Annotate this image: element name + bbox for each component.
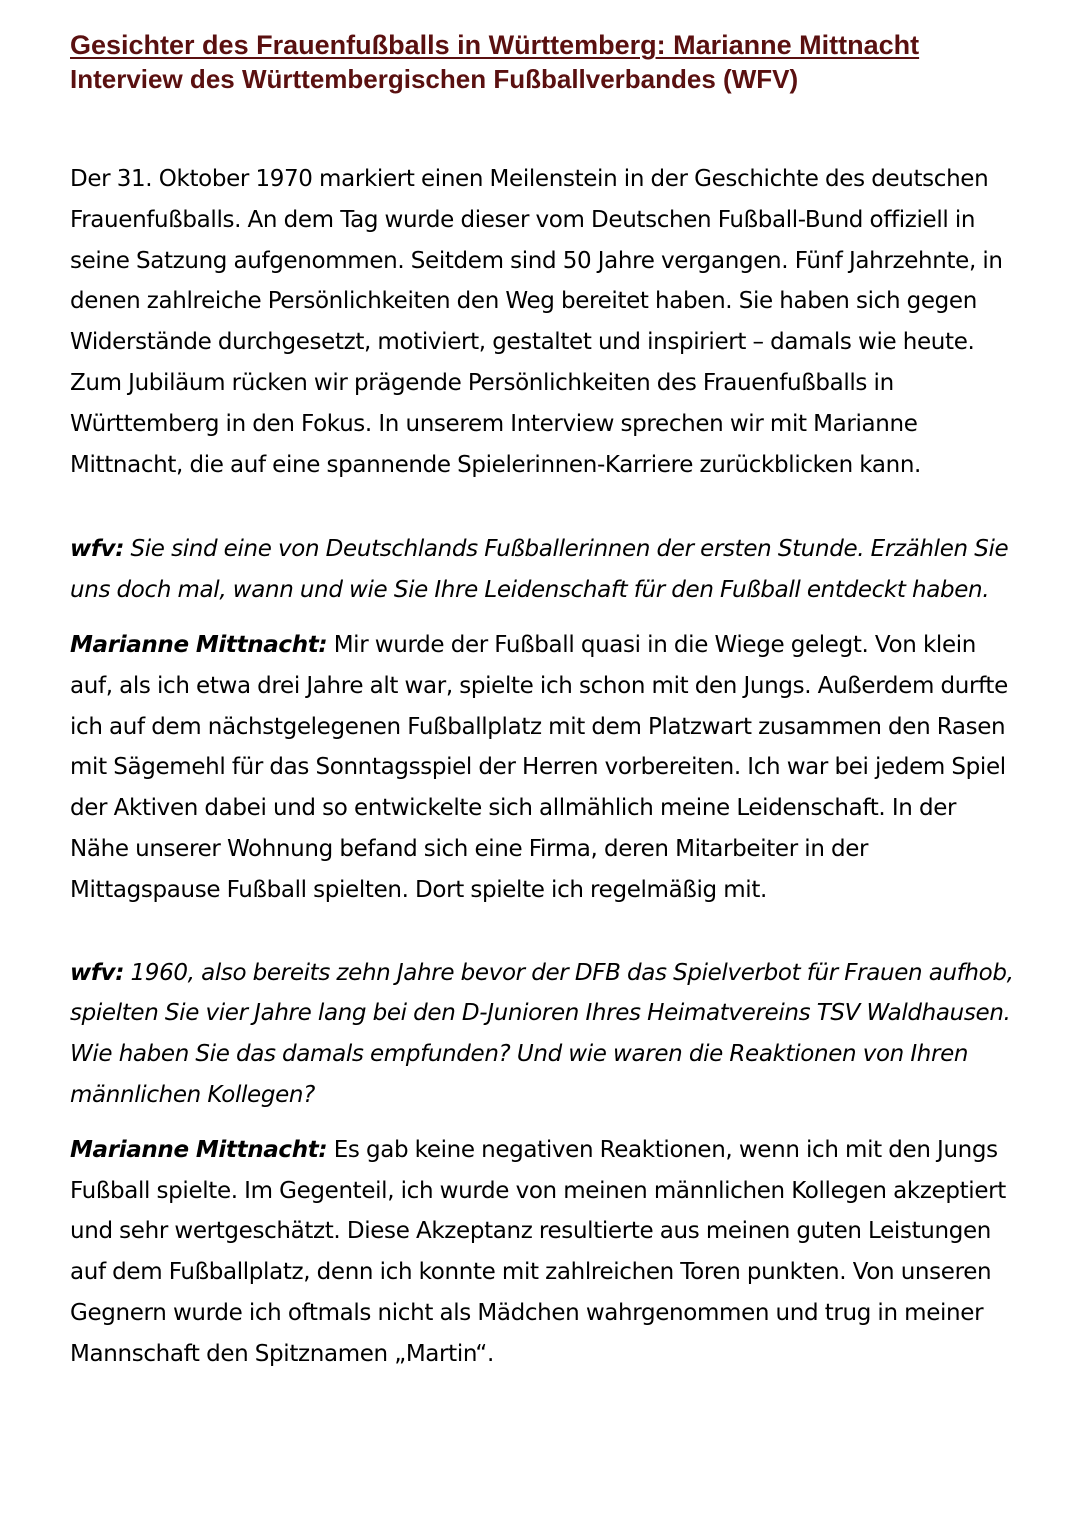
answer-2-speaker: Marianne Mittnacht: bbox=[70, 1136, 328, 1163]
question-1-text: Sie sind eine von Deutschlands Fußballerinnen der ersten Stunde. Erzählen Sie uns doch mal, wann und wie Sie Ihre Leidenschaft für den Fußball entdeckt haben. bbox=[70, 536, 1009, 604]
answer-1 bbox=[70, 625, 1020, 911]
question-1 bbox=[70, 529, 1020, 611]
answer-2-text: Es gab keine negativen Reaktionen, wenn ich mit den Jungs Fußball spielte. Im Gegenteil, ich wurde von meinen männlichen Kollegen akzeptiert und sehr wertgeschätzt. Diese Akzeptanz resultierte aus meinen guten Leistungen auf dem Fußballplatz, denn ich konnte mit zahlreichen Toren punkten. Von unseren Gegnern wurde ich oftmals nicht als Mädchen wahrgenommen und trug in meiner Mannschaft den Spitznamen „Martin“. bbox=[70, 1136, 1006, 1367]
answer-2 bbox=[70, 1130, 1020, 1375]
question-1-speaker: wfv: bbox=[70, 536, 125, 563]
document-page bbox=[70, 28, 1020, 1417]
question-2-speaker: wfv: bbox=[70, 959, 125, 986]
intro-paragraph: Der 31. Oktober 1970 markiert einen Meilenstein in der Geschichte des deutschen Frauenfußballs. An dem Tag wurde dieser vom Deutschen Fußball-Bund offiziell in seine Satzung aufgenommen. Seitdem sind 50 Jahre vergangen. Fünf Jahrzehnte, in denen zahlreiche Persönlichkeiten den Weg bereitet haben. Sie haben sich gegen Widerstände durchgesetzt, motiviert, gestaltet und inspiriert – damals wie heute. Zum Jubiläum rücken wir prägende Persönlichkeiten des Frauenfußballs in Württemberg in den Fokus. In unserem Interview sprechen wir mit Marianne Mittnacht, die auf eine spannende Spielerinnen-Karriere zurückblicken kann. bbox=[70, 166, 1003, 478]
page-subtitle: Interview des Württembergischen Fußballverbandes (WFV) bbox=[70, 64, 799, 94]
question-2-text: 1960, also bereits zehn Jahre bevor der DFB das Spielverbot für Frauen aufhob, spielten Sie vier Jahre lang bei den D-Junioren Ihres Heimatvereins TSV Waldhausen. Wie haben Sie das damals empfunden? Und wie waren die Reaktionen von Ihren männlichen Kollegen? bbox=[70, 959, 1014, 1108]
answer-1-speaker: Marianne Mittnacht: bbox=[70, 631, 328, 658]
page-title: Gesichter des Frauenfußballs in Württemberg: Marianne Mittnacht bbox=[70, 30, 920, 60]
question-2 bbox=[70, 953, 1020, 1116]
answer-1-text: Mir wurde der Fußball quasi in die Wiege gelegt. Von klein auf, als ich etwa drei Jahre alt war, spielte ich schon mit den Jungs. Außerdem durfte ich auf dem nächstgelegenen Fußballplatz mit dem Platzwart zusammen den Rasen mit Sägemehl für das Sonntagsspiel der Herren vorbereiten. Ich war bei jedem Spiel der Aktiven dabei und so entwickelte sich allmählich meine Leidenschaft. In der Nähe unserer Wohnung befand sich eine Firma, deren Mitarbeiter in der Mittagspause Fußball spielten. Dort spielte ich regelmäßig mit. bbox=[70, 631, 1008, 903]
